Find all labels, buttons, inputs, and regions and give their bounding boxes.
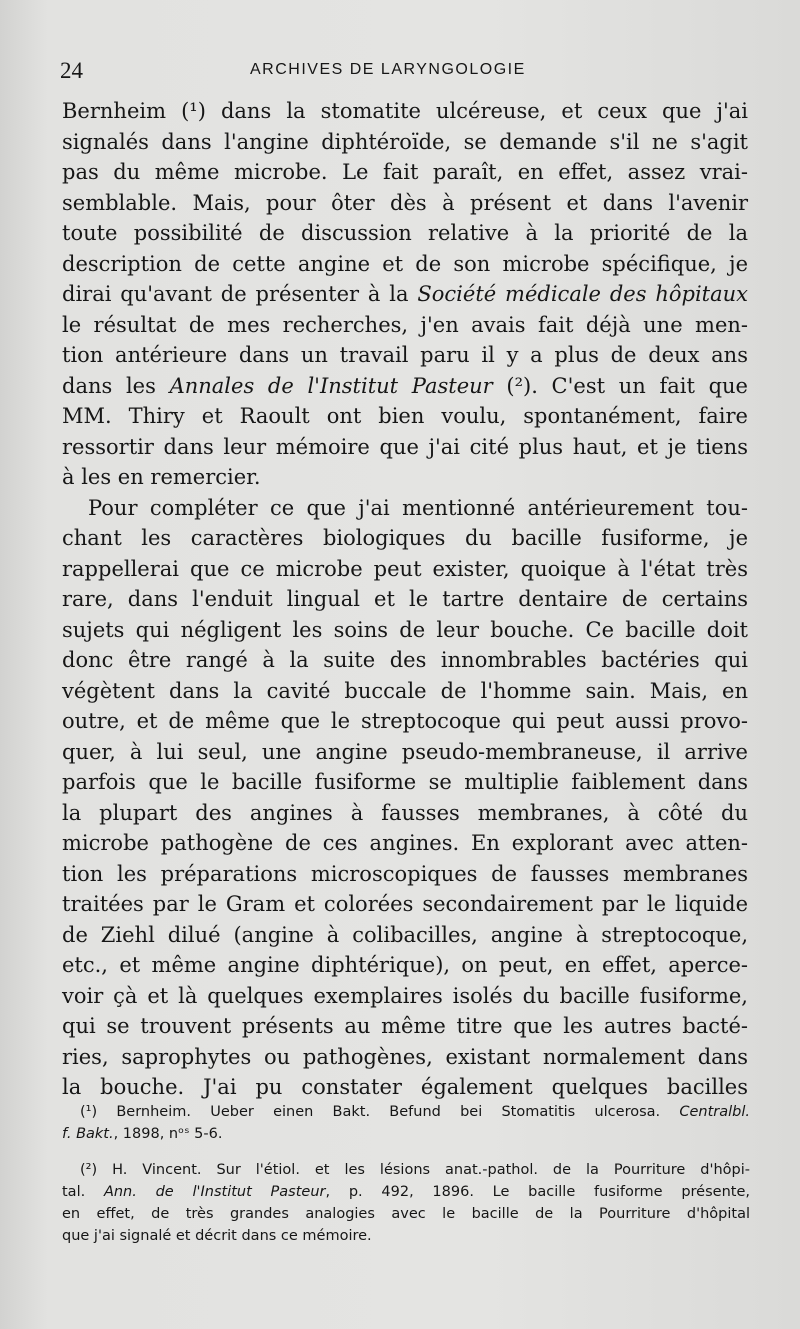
text-run: (²) H. Vincent. Sur l'étiol. et les lésions anat.-pathol. de la Pourriture d'hôpi- xyxy=(80,1162,750,1178)
footnote-1-line xyxy=(62,1101,750,1123)
italic-title: Centralbl. xyxy=(679,1104,750,1120)
text-line: traitées par le Gram et colorées secondairement par le liquide xyxy=(62,892,748,916)
text-line: tion les préparations microscopiques de fausses membranes xyxy=(62,861,748,886)
text-line: toute possibilité de discussion relative à la priorité de la xyxy=(62,221,748,245)
text-line: outre, et de même que le streptocoque qui peut aussi provo- xyxy=(62,709,748,733)
italic-title: f. Bakt. xyxy=(62,1126,114,1142)
text-line: Bernheim (¹) dans la stomatite ulcéreuse, et ceux que j'ai xyxy=(62,99,748,123)
text-line: etc., et même angine diphtérique), on peut, en effet, aperce- xyxy=(62,953,748,977)
text-line: la bouche. J'ai pu constater également quelques bacilles xyxy=(62,1075,748,1099)
text-line: voir çà et là quelques exemplaires isolés du bacille fusiforme, xyxy=(62,983,748,1008)
text-run: , p. 492, 1896. Le bacille fusiforme présente, xyxy=(325,1184,750,1200)
text-line: MM. Thiry et Raoult ont bien voulu, spontanément, faire xyxy=(62,404,748,428)
footnote-spacer xyxy=(62,1145,750,1159)
text-run: tal. xyxy=(62,1184,104,1200)
italic-title: Ann. de l'Institut Pasteur xyxy=(103,1184,326,1200)
text-line: chant les caractères biologiques du bacille fusiforme, je xyxy=(62,526,748,550)
text-line: qui se trouvent présents au même titre que les autres bacté- xyxy=(62,1014,748,1038)
text-line: microbe pathogène de ces angines. En explorant avec atten- xyxy=(62,831,748,855)
text-line: quer, à lui seul, une angine pseudo-membraneuse, il arrive xyxy=(62,739,748,764)
text-run: en effet, de très grandes analogies avec le bacille de la Pourriture d'hôpital xyxy=(62,1206,750,1222)
text-line xyxy=(62,279,748,310)
italic-title: Société médicale des hôpitaux xyxy=(417,282,749,306)
text-line: description de cette angine et de son microbe spécifique, je xyxy=(62,251,748,276)
footnote-2-line xyxy=(62,1159,750,1181)
text-line: ressortir dans leur mémoire que j'ai cité plus haut, et je tiens xyxy=(62,434,748,459)
text-line: le résultat de mes recherches, j'en avais fait déjà une men- xyxy=(62,312,748,337)
text-line: signalés dans l'angine diphtéroïde, se demande s'il ne s'agit xyxy=(62,129,748,154)
text-line: semblable. Mais, pour ôter dès à présent et dans l'avenir xyxy=(62,190,748,215)
text-line: tion antérieure dans un travail paru il y a plus de deux ans xyxy=(62,343,748,367)
text-line: végètent dans la cavité buccale de l'homme sain. Mais, en xyxy=(62,678,748,703)
text-line: de Ziehl dilué (angine à colibacilles, angine à streptocoque, xyxy=(62,922,748,947)
text-line: Pour compléter ce que j'ai mentionné antérieurement tou- xyxy=(88,495,748,520)
text-run: (¹) Bernheim. Ueber einen Bakt. Befund bei Stomatitis ulcerosa. xyxy=(80,1104,680,1120)
page-header xyxy=(60,58,750,88)
text-line: pas du même microbe. Le fait paraît, en effet, assez vrai- xyxy=(62,160,748,184)
footnote-2-line xyxy=(62,1225,750,1247)
footnotes xyxy=(62,1101,750,1247)
text-line: donc être rangé à la suite des innombrables bactéries qui xyxy=(62,648,748,672)
text-run: dirai qu'avant de présenter à la xyxy=(62,282,418,306)
footnote-2-line xyxy=(62,1203,750,1225)
text-line: rare, dans l'enduit lingual et le tartre dentaire de certains xyxy=(62,587,748,611)
text-line: à les en remercier. xyxy=(62,465,261,489)
text-line: rappellerai que ce microbe peut exister, quoique à l'état très xyxy=(62,556,748,581)
text-run: (²). C'est un fait que xyxy=(492,373,748,398)
running-title: ARCHIVES DE LARYNGOLOGIE xyxy=(250,61,526,78)
text-line: sujets qui négligent les soins de leur bouche. Ce bacille doit xyxy=(62,617,748,642)
page-number: 24 xyxy=(60,58,83,83)
text-line: parfois que le bacille fusiforme se multiplie faiblement dans xyxy=(62,770,748,794)
text-run: dans les xyxy=(62,373,170,398)
footnote-1-line xyxy=(62,1123,750,1145)
text-line xyxy=(62,371,748,402)
body-text xyxy=(62,96,748,1103)
text-line: ries, saprophytes ou pathogènes, existant normalement dans xyxy=(62,1044,748,1069)
text-run: , 1898, nᵒˢ 5-6. xyxy=(113,1126,223,1142)
text-run: que j'ai signalé et décrit dans ce mémoire. xyxy=(62,1228,372,1244)
text-line: la plupart des angines à fausses membranes, à côté du xyxy=(62,800,748,825)
italic-title: Annales de l'Institut Pasteur xyxy=(169,373,493,398)
footnote-2-line xyxy=(62,1181,750,1203)
